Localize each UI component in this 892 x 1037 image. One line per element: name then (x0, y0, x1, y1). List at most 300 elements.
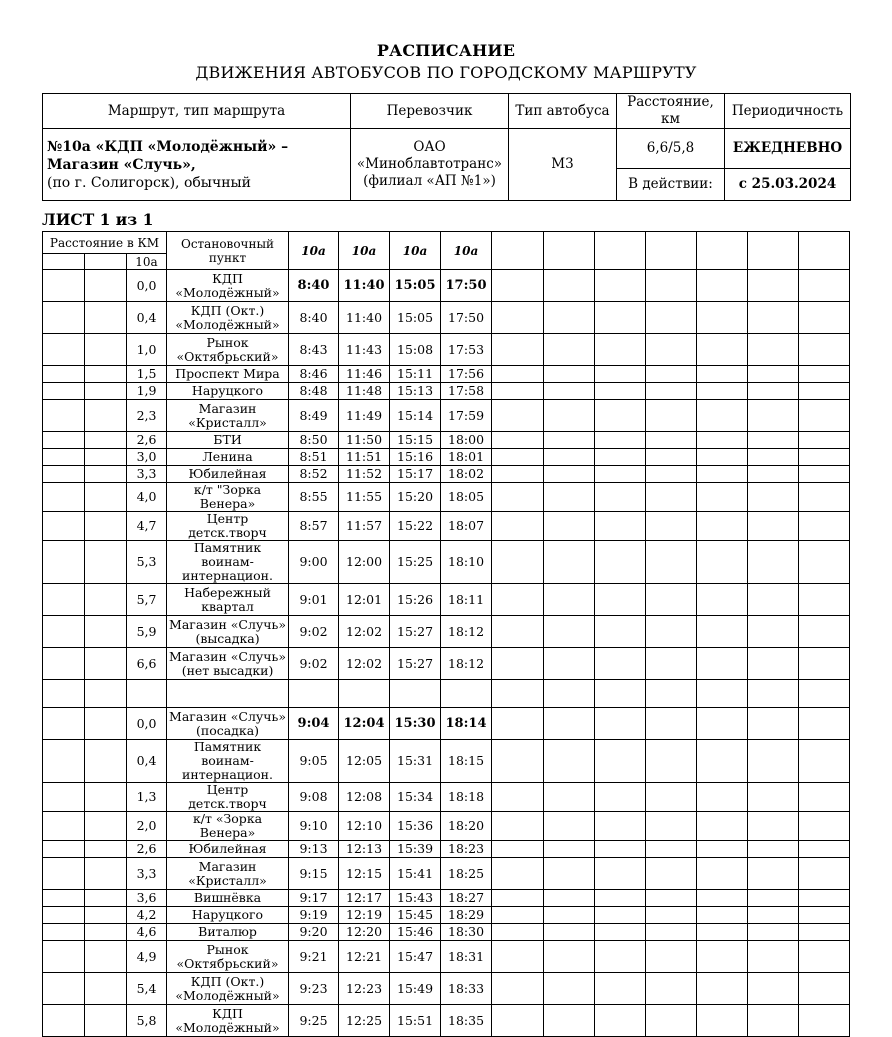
stop-name-line: (нет высадки) (181, 662, 274, 678)
empty-cell (748, 708, 799, 740)
empty-cell (85, 740, 127, 783)
departure-time: 9:15 (289, 858, 339, 890)
route-name-line2: Магазин «Случь», (47, 156, 196, 173)
empty-cell (595, 541, 646, 584)
empty-cell (646, 232, 697, 270)
stop-name-line: «Молодёжный» (175, 987, 280, 1003)
empty-cell (544, 648, 595, 680)
departure-time: 18:01 (441, 449, 492, 466)
empty-cell (43, 466, 85, 483)
empty-cell (646, 858, 697, 890)
departure-time: 12:20 (339, 924, 390, 941)
departure-time: 12:21 (339, 941, 390, 973)
empty-cell (595, 432, 646, 449)
empty-cell (544, 973, 595, 1005)
departure-time: 12:23 (339, 973, 390, 1005)
departure-time: 11:49 (339, 400, 390, 432)
empty-cell (544, 400, 595, 432)
departure-time: 18:29 (441, 907, 492, 924)
departure-time: 12:02 (339, 648, 390, 680)
departure-time: 12:10 (339, 812, 390, 841)
stop-name-cell (167, 432, 289, 449)
empty-cell (799, 302, 850, 334)
empty-cell (544, 858, 595, 890)
departure-time: 18:31 (441, 941, 492, 973)
empty-cell (85, 708, 127, 740)
carrier-line3: (филиал «АП №1») (363, 173, 496, 189)
departure-time: 12:04 (339, 708, 390, 740)
empty-cell (43, 449, 85, 466)
route-name-cell (43, 129, 351, 201)
km-cell: 5,8 (127, 1005, 167, 1037)
empty-cell (85, 680, 127, 708)
departure-time: 9:19 (289, 907, 339, 924)
table-row (43, 366, 850, 383)
km-cell: 5,7 (127, 584, 167, 616)
empty-cell (43, 270, 85, 302)
stop-name-line: КДП (212, 270, 243, 286)
empty-cell (799, 1005, 850, 1037)
departure-time: 11:40 (339, 270, 390, 302)
departure-time: 9:04 (289, 708, 339, 740)
stop-name-cell (167, 648, 289, 680)
stop-name-line: Памятник воинам- (193, 540, 262, 569)
empty-cell (646, 449, 697, 466)
empty-cell (646, 1005, 697, 1037)
empty-cell (492, 541, 544, 584)
empty-cell (646, 648, 697, 680)
km-cell: 2,0 (127, 812, 167, 841)
departure-time: 15:49 (390, 973, 441, 1005)
departure-time: 15:17 (390, 466, 441, 483)
empty-cell (544, 466, 595, 483)
empty-cell (646, 366, 697, 383)
empty-cell (43, 541, 85, 584)
empty-cell (799, 648, 850, 680)
departure-time: 17:59 (441, 400, 492, 432)
stop-name-cell (167, 400, 289, 432)
departure-time: 12:17 (339, 890, 390, 907)
km-cell: 0,0 (127, 708, 167, 740)
departure-time: 17:58 (441, 383, 492, 400)
stop-name-line: Юбилейная (188, 841, 267, 856)
empty-cell (492, 1005, 544, 1037)
empty-cell (748, 740, 799, 783)
departure-time: 18:07 (441, 512, 492, 541)
table-row (43, 648, 850, 680)
empty-cell (595, 366, 646, 383)
empty-cell (748, 400, 799, 432)
empty-cell (492, 302, 544, 334)
empty-cell (43, 254, 85, 270)
departure-time: 18:10 (441, 541, 492, 584)
empty-cell (85, 483, 127, 512)
km-cell: 2,6 (127, 841, 167, 858)
departure-time: 8:51 (289, 449, 339, 466)
empty-cell (697, 907, 748, 924)
stop-name-line: Магазин (198, 858, 257, 874)
empty-cell (646, 270, 697, 302)
empty-cell (697, 541, 748, 584)
departure-time: 8:55 (289, 483, 339, 512)
empty-cell (595, 334, 646, 366)
departure-time: 18:33 (441, 973, 492, 1005)
empty-cell (43, 383, 85, 400)
empty-cell (85, 449, 127, 466)
departure-time: 18:27 (441, 890, 492, 907)
empty-cell (799, 584, 850, 616)
table-row (43, 512, 850, 541)
stop-name-cell (167, 302, 289, 334)
km-cell: 1,0 (127, 334, 167, 366)
empty-cell (799, 616, 850, 648)
empty-cell (799, 740, 850, 783)
empty-cell (43, 302, 85, 334)
departure-time: 17:56 (441, 366, 492, 383)
empty-cell (544, 924, 595, 941)
stop-name-cell (167, 890, 289, 907)
table-row (43, 541, 850, 584)
empty-cell (544, 334, 595, 366)
departure-time: 15:47 (390, 941, 441, 973)
departure-time: 18:12 (441, 616, 492, 648)
departure-time: 15:36 (390, 812, 441, 841)
empty-cell (697, 584, 748, 616)
km-cell: 5,4 (127, 973, 167, 1005)
empty-cell (43, 740, 85, 783)
km-cell: 3,3 (127, 466, 167, 483)
km-cell: 0,4 (127, 302, 167, 334)
empty-cell (85, 254, 127, 270)
empty-cell (492, 907, 544, 924)
carrier-column-header: Перевозчик (351, 94, 509, 129)
km-cell: 4,9 (127, 941, 167, 973)
empty-cell (646, 432, 697, 449)
empty-cell (697, 302, 748, 334)
empty-cell (289, 680, 339, 708)
empty-cell (85, 270, 127, 302)
departure-time: 17:50 (441, 270, 492, 302)
empty-cell (748, 466, 799, 483)
empty-cell (799, 973, 850, 1005)
empty-cell (799, 907, 850, 924)
empty-cell (43, 366, 85, 383)
departure-time: 18:23 (441, 841, 492, 858)
departure-time: 15:34 (390, 783, 441, 812)
departure-time: 15:08 (390, 334, 441, 366)
stop-name-cell (167, 366, 289, 383)
table-row (43, 449, 850, 466)
empty-cell (492, 648, 544, 680)
km-cell: 3,3 (127, 858, 167, 890)
stop-name-line: Магазин «Случь» (169, 648, 286, 664)
departure-time: 18:05 (441, 483, 492, 512)
empty-cell (492, 924, 544, 941)
stop-name-cell (167, 812, 289, 841)
table-row (43, 334, 850, 366)
empty-cell (646, 483, 697, 512)
empty-cell (441, 680, 492, 708)
empty-cell (595, 812, 646, 841)
empty-cell (697, 334, 748, 366)
table-row (43, 1005, 850, 1037)
empty-cell (799, 334, 850, 366)
departure-time: 8:43 (289, 334, 339, 366)
empty-cell (492, 890, 544, 907)
table-row (43, 584, 850, 616)
empty-cell (748, 232, 799, 270)
empty-cell (339, 680, 390, 708)
departure-time: 15:27 (390, 616, 441, 648)
empty-cell (646, 907, 697, 924)
table-row (43, 973, 850, 1005)
departure-time: 18:12 (441, 648, 492, 680)
empty-cell (85, 400, 127, 432)
table-row (43, 841, 850, 858)
empty-cell (697, 483, 748, 512)
departure-time: 18:11 (441, 584, 492, 616)
stop-name-line: интернацион. (182, 568, 273, 583)
empty-cell (748, 973, 799, 1005)
table-row (43, 907, 850, 924)
empty-cell (544, 708, 595, 740)
departure-time: 11:50 (339, 432, 390, 449)
empty-cell (544, 812, 595, 841)
empty-cell (85, 973, 127, 1005)
stop-name-line: Магазин «Случь» (169, 616, 286, 632)
departure-time: 11:48 (339, 383, 390, 400)
stop-name-cell (167, 449, 289, 466)
empty-cell (544, 232, 595, 270)
empty-cell (127, 680, 167, 708)
stop-name-cell (167, 1005, 289, 1037)
stop-name-line: Юбилейная (188, 466, 267, 481)
empty-cell (595, 512, 646, 541)
empty-cell (799, 466, 850, 483)
empty-cell (748, 890, 799, 907)
empty-cell (43, 783, 85, 812)
empty-cell (43, 680, 85, 708)
table-row (43, 783, 850, 812)
empty-cell (748, 541, 799, 584)
empty-cell (595, 270, 646, 302)
empty-cell (595, 941, 646, 973)
table-row (43, 858, 850, 890)
stop-name-line: к/т "Зорка Венера» (193, 482, 262, 511)
empty-cell (799, 708, 850, 740)
departure-time: 9:20 (289, 924, 339, 941)
empty-cell (85, 648, 127, 680)
in-effect-date: с 25.03.2024 (725, 169, 851, 201)
page-title: РАСПИСАНИЕ (376, 41, 516, 60)
empty-cell (595, 466, 646, 483)
km-cell: 1,5 (127, 366, 167, 383)
departure-time: 11:43 (339, 334, 390, 366)
departure-time: 12:08 (339, 783, 390, 812)
stop-name-line: КДП (Окт.) (190, 973, 265, 989)
empty-cell (595, 924, 646, 941)
trip-header: 10а (390, 232, 441, 270)
km-cell: 5,9 (127, 616, 167, 648)
empty-cell (697, 270, 748, 302)
empty-cell (646, 400, 697, 432)
empty-cell (646, 812, 697, 841)
stop-name-line: «Октябрьский» (176, 955, 279, 971)
empty-cell (595, 232, 646, 270)
departure-time: 15:15 (390, 432, 441, 449)
empty-cell (646, 890, 697, 907)
empty-cell (646, 584, 697, 616)
empty-cell (43, 841, 85, 858)
empty-cell (748, 483, 799, 512)
empty-cell (595, 400, 646, 432)
empty-cell (85, 432, 127, 449)
departure-time: 15:27 (390, 648, 441, 680)
empty-cell (697, 1005, 748, 1037)
empty-cell (492, 449, 544, 466)
departure-time: 15:39 (390, 841, 441, 858)
schedule-table (42, 231, 850, 1037)
empty-cell (748, 366, 799, 383)
empty-cell (799, 483, 850, 512)
empty-cell (748, 512, 799, 541)
stop-name-line: КДП (212, 1005, 243, 1021)
departure-time: 15:11 (390, 366, 441, 383)
departure-time: 9:21 (289, 941, 339, 973)
stop-name-line: БТИ (213, 432, 242, 447)
departure-time: 12:05 (339, 740, 390, 783)
empty-cell (544, 783, 595, 812)
empty-cell (492, 616, 544, 648)
empty-cell (43, 400, 85, 432)
empty-cell (799, 366, 850, 383)
trip-header: 10а (441, 232, 492, 270)
stop-name-line: (посадка) (196, 722, 260, 738)
empty-cell (43, 812, 85, 841)
departure-time: 18:14 (441, 708, 492, 740)
stop-name-line: квартал (201, 598, 254, 614)
departure-time: 12:13 (339, 841, 390, 858)
departure-time: 9:13 (289, 841, 339, 858)
empty-cell (697, 449, 748, 466)
empty-cell (85, 383, 127, 400)
empty-cell (492, 232, 544, 270)
empty-cell (43, 907, 85, 924)
empty-cell (799, 680, 850, 708)
stop-name-line: Ленина (202, 449, 253, 464)
stop-name-cell (167, 483, 289, 512)
empty-cell (595, 449, 646, 466)
stop-name-line: «Молодёжный» (175, 1019, 280, 1035)
empty-cell (697, 466, 748, 483)
table-row (43, 941, 850, 973)
empty-cell (544, 302, 595, 334)
empty-cell (492, 400, 544, 432)
empty-cell (748, 907, 799, 924)
table-row (43, 890, 850, 907)
carrier-line1: ОАО (413, 139, 446, 155)
empty-cell (697, 841, 748, 858)
empty-cell (646, 941, 697, 973)
empty-cell (492, 941, 544, 973)
empty-cell (799, 232, 850, 270)
departure-time: 15:46 (390, 924, 441, 941)
empty-cell (748, 449, 799, 466)
empty-cell (544, 512, 595, 541)
departure-time: 15:31 (390, 740, 441, 783)
empty-cell (595, 890, 646, 907)
empty-cell (85, 783, 127, 812)
empty-cell (748, 302, 799, 334)
empty-cell (85, 584, 127, 616)
km-cell: 2,3 (127, 400, 167, 432)
empty-cell (697, 366, 748, 383)
stop-name-cell (167, 512, 289, 541)
stop-name-line: Памятник воинам- (193, 739, 262, 768)
stop-name-cell (167, 783, 289, 812)
km-cell: 4,2 (127, 907, 167, 924)
stop-name-line: Центр детск.творч (188, 782, 267, 811)
empty-cell (390, 680, 441, 708)
empty-cell (544, 270, 595, 302)
departure-time: 17:53 (441, 334, 492, 366)
empty-cell (595, 648, 646, 680)
empty-cell (492, 812, 544, 841)
empty-cell (646, 841, 697, 858)
bus-type-cell: М3 (509, 129, 617, 201)
departure-time: 9:00 (289, 541, 339, 584)
route-name-line1: №10а «КДП «Молодёжный» – (47, 138, 289, 155)
empty-cell (646, 466, 697, 483)
departure-time: 18:35 (441, 1005, 492, 1037)
empty-cell (544, 366, 595, 383)
route-column-header: Маршрут, тип маршрута (43, 94, 351, 129)
empty-cell (748, 584, 799, 616)
empty-cell (85, 366, 127, 383)
departure-time: 11:57 (339, 512, 390, 541)
departure-time: 15:05 (390, 270, 441, 302)
empty-cell (492, 973, 544, 1005)
empty-cell (697, 232, 748, 270)
empty-cell (43, 708, 85, 740)
empty-cell (544, 541, 595, 584)
empty-cell (799, 400, 850, 432)
empty-cell (595, 1005, 646, 1037)
empty-cell (799, 812, 850, 841)
empty-cell (799, 924, 850, 941)
departure-time: 18:30 (441, 924, 492, 941)
table-row (43, 483, 850, 512)
empty-cell (544, 907, 595, 924)
trip-header: 10а (289, 232, 339, 270)
stop-name-cell (167, 616, 289, 648)
empty-cell (43, 334, 85, 366)
in-effect-label: В действии: (617, 169, 725, 201)
empty-cell (492, 432, 544, 449)
empty-cell (748, 680, 799, 708)
departure-time: 18:25 (441, 858, 492, 890)
empty-cell (646, 740, 697, 783)
departure-time: 8:49 (289, 400, 339, 432)
empty-cell (697, 680, 748, 708)
stop-name-cell (167, 740, 289, 783)
empty-cell (697, 924, 748, 941)
empty-cell (544, 941, 595, 973)
departure-time: 15:41 (390, 858, 441, 890)
stop-name-cell (167, 541, 289, 584)
empty-cell (595, 584, 646, 616)
empty-cell (748, 648, 799, 680)
